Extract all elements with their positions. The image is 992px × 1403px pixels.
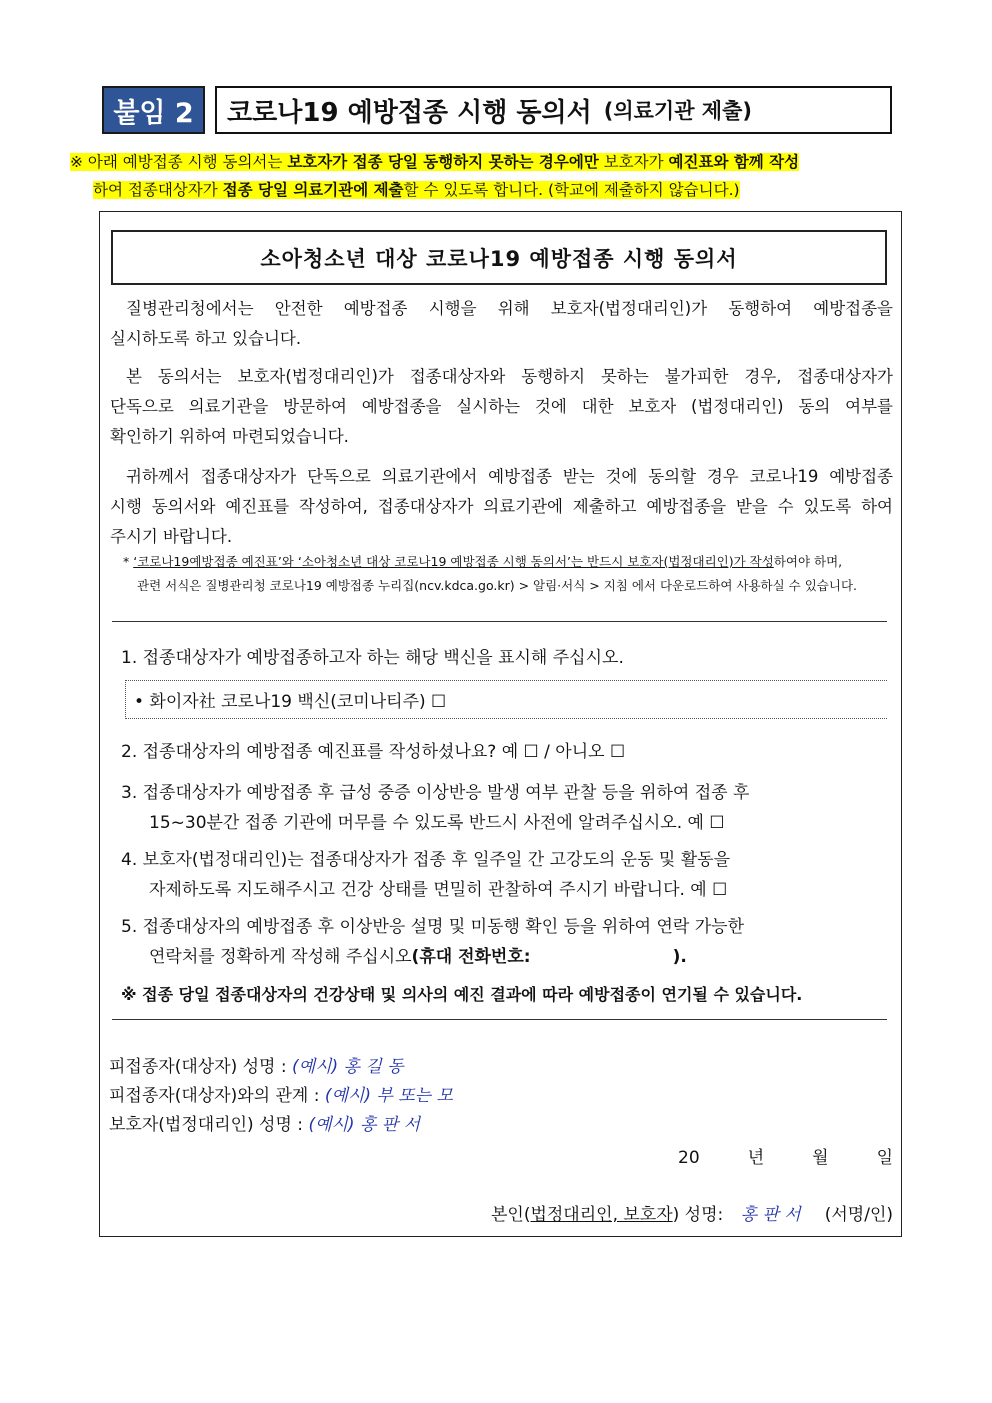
attachment-badge: 붙임 2 xyxy=(102,86,205,134)
postponement-warning: ※ 접종 당일 접종대상자의 건강상태 및 의사의 예진 결과에 따라 예방접종이 연기될 수 있습니다. xyxy=(121,985,803,1004)
document-title xyxy=(215,86,892,134)
question-line: 5. 접종대상자의 예방접종 후 이상반응 설명 및 미동행 확인 등을 위하여 연락 가능한 xyxy=(121,917,744,937)
paragraph-1 xyxy=(110,294,893,354)
note-line-2: 관련 서식은 질병관리청 코로나19 예방접종 누리집(ncv.kdca.go.kr) > 알림·서식 > 지침 에서 다운로드하여 사용하실 수 있습니다. xyxy=(137,578,857,593)
notice-emphasis: 예진표와 함께 작성 xyxy=(668,153,800,171)
paragraph-line: 실시하도록 하고 있습니다. xyxy=(110,329,302,348)
paragraph-line: 주시기 바랍니다. xyxy=(110,527,233,546)
divider xyxy=(112,621,887,622)
question-3 xyxy=(121,778,891,838)
phone-number-field[interactable]: (휴대 전화번호: ). xyxy=(411,947,687,967)
relationship-label: 피접종자(대상자)와의 관계 : xyxy=(109,1086,325,1106)
subject-name-label: 피접종자(대상자) 성명 : xyxy=(109,1057,293,1077)
signature-seal-field[interactable]: (서명/인) xyxy=(824,1205,893,1225)
question-5 xyxy=(121,912,891,972)
notice-text: 할 수 있도록 합니다. (학교에 제출하지 않습니다.) xyxy=(403,181,740,199)
question-line: 3. 접종대상자가 예방접종 후 급성 중증 이상반응 발생 여부 관찰 등을 위하여 접종 후 xyxy=(121,783,750,803)
note-emphasis: ‘코로나19예방접종 예진표’와 ‘소아청소년 대상 코로나19 예방접종 시행 동의서’는 반드시 보호자(법정대리인)가 작성 xyxy=(133,554,774,569)
signer-row xyxy=(491,1200,893,1225)
document-title-main: 코로나19 예방접종 시행 동의서 xyxy=(227,97,592,128)
notice-line-2 xyxy=(93,177,953,204)
signer-role: 법정대리인, 보호자 xyxy=(530,1205,673,1225)
note-marker: * xyxy=(123,554,134,569)
document-title-suffix: (의료기관 제출) xyxy=(603,99,752,123)
guardian-name-label: 보호자(법정대리인) 성명 : xyxy=(109,1115,309,1135)
relationship-value[interactable]: (예시) 부 또는 모 xyxy=(324,1086,453,1106)
form-title: 소아청소년 대상 코로나19 예방접종 시행 동의서 xyxy=(111,230,887,285)
question-4 xyxy=(121,845,891,905)
question-2: 2. 접종대상자의 예방접종 예진표를 작성하셨나요? 예 ☐ / 아니오 ☐ xyxy=(121,742,626,762)
signer-label: ) 성명: xyxy=(672,1205,729,1225)
date-month-unit: 월 xyxy=(812,1148,829,1168)
question-line xyxy=(121,942,891,972)
date-year-unit: 년 xyxy=(747,1148,765,1168)
question-text: 연락처를 정확하게 작성해 주십시오 xyxy=(149,947,412,967)
notice-emphasis: 접종 당일 의료기관 xyxy=(222,181,354,199)
paragraph-line: 시행 동의서와 예진표를 작성하여, 접종대상자가 의료기관에 제출하고 예방접종을 받을 수 있도록 하여 xyxy=(110,497,893,516)
note-line-1 xyxy=(123,550,898,574)
question-line: 15~30분간 접종 기관에 머무를 수 있도록 반드시 사전에 알려주십시오. 예 ☐ xyxy=(149,813,725,833)
paragraph-line: 질병관리청에서는 안전한 예방접종 시행을 위해 보호자(법정대리인)가 동행하여 예방접종을 xyxy=(126,299,893,318)
guardian-name-row xyxy=(109,1111,420,1139)
vaccine-option-pfizer[interactable]: • 화이자社 코로나19 백신(코미나티주) ☐ xyxy=(134,692,447,712)
notice-line-1 xyxy=(70,149,930,176)
paragraph-3 xyxy=(110,462,893,552)
notice-emphasis: 에 제출 xyxy=(353,181,404,199)
vaccine-option-box xyxy=(125,680,887,719)
notice-text: 하여 접종대상자가 xyxy=(93,181,223,199)
notice-text: ※ 아래 예방접종 시행 동의서는 xyxy=(70,153,288,171)
question-line: 자제하도록 지도해주시고 건강 상태를 면밀히 관찰하여 주시기 바랍니다. 예 ☐ xyxy=(149,880,728,900)
signer-name[interactable]: 홍 판 서 xyxy=(740,1205,801,1225)
question-line: 4. 보호자(법정대리인)는 접종대상자가 접종 후 일주일 간 고강도의 운동 및 활동을 xyxy=(121,850,731,870)
date-day-unit: 일 xyxy=(876,1148,893,1168)
divider xyxy=(112,1019,887,1020)
paragraph-line: 본 동의서는 보호자(법정대리인)가 접종대상자와 동행하지 못하는 불가피한 경우, 접종대상자가 xyxy=(126,367,893,386)
notice-emphasis: 보호자가 접종 당일 동행하지 못하는 경우에만 xyxy=(287,153,599,171)
subject-name-row xyxy=(109,1053,404,1081)
subject-name-value[interactable]: (예시) 홍 길 동 xyxy=(292,1057,404,1077)
signer-label: 본인( xyxy=(490,1205,531,1225)
document-header xyxy=(102,86,752,134)
signature-date xyxy=(678,1143,893,1168)
paragraph-line: 단독으로 의료기관을 방문하여 예방접종을 실시하는 것에 대한 보호자 (법정대리인) 동의 여부를 xyxy=(110,397,893,416)
date-year[interactable]: 20 xyxy=(678,1148,700,1168)
relationship-row xyxy=(109,1082,453,1110)
paragraph-line: 귀하께서 접종대상자가 단독으로 의료기관에서 예방접종 받는 것에 동의할 경우 코로나19 예방접종 xyxy=(126,467,893,486)
question-1: 1. 접종대상자가 예방접종하고자 하는 해당 백신을 표시해 주십시오. xyxy=(121,648,624,668)
notice-text: 보호자가 xyxy=(598,153,669,171)
paragraph-2 xyxy=(110,362,893,452)
note-text: 하여야 하며, xyxy=(773,554,843,569)
guardian-name-value[interactable]: (예시) 홍 판 서 xyxy=(308,1115,421,1135)
paragraph-line: 확인하기 위하여 마련되었습니다. xyxy=(110,427,349,446)
